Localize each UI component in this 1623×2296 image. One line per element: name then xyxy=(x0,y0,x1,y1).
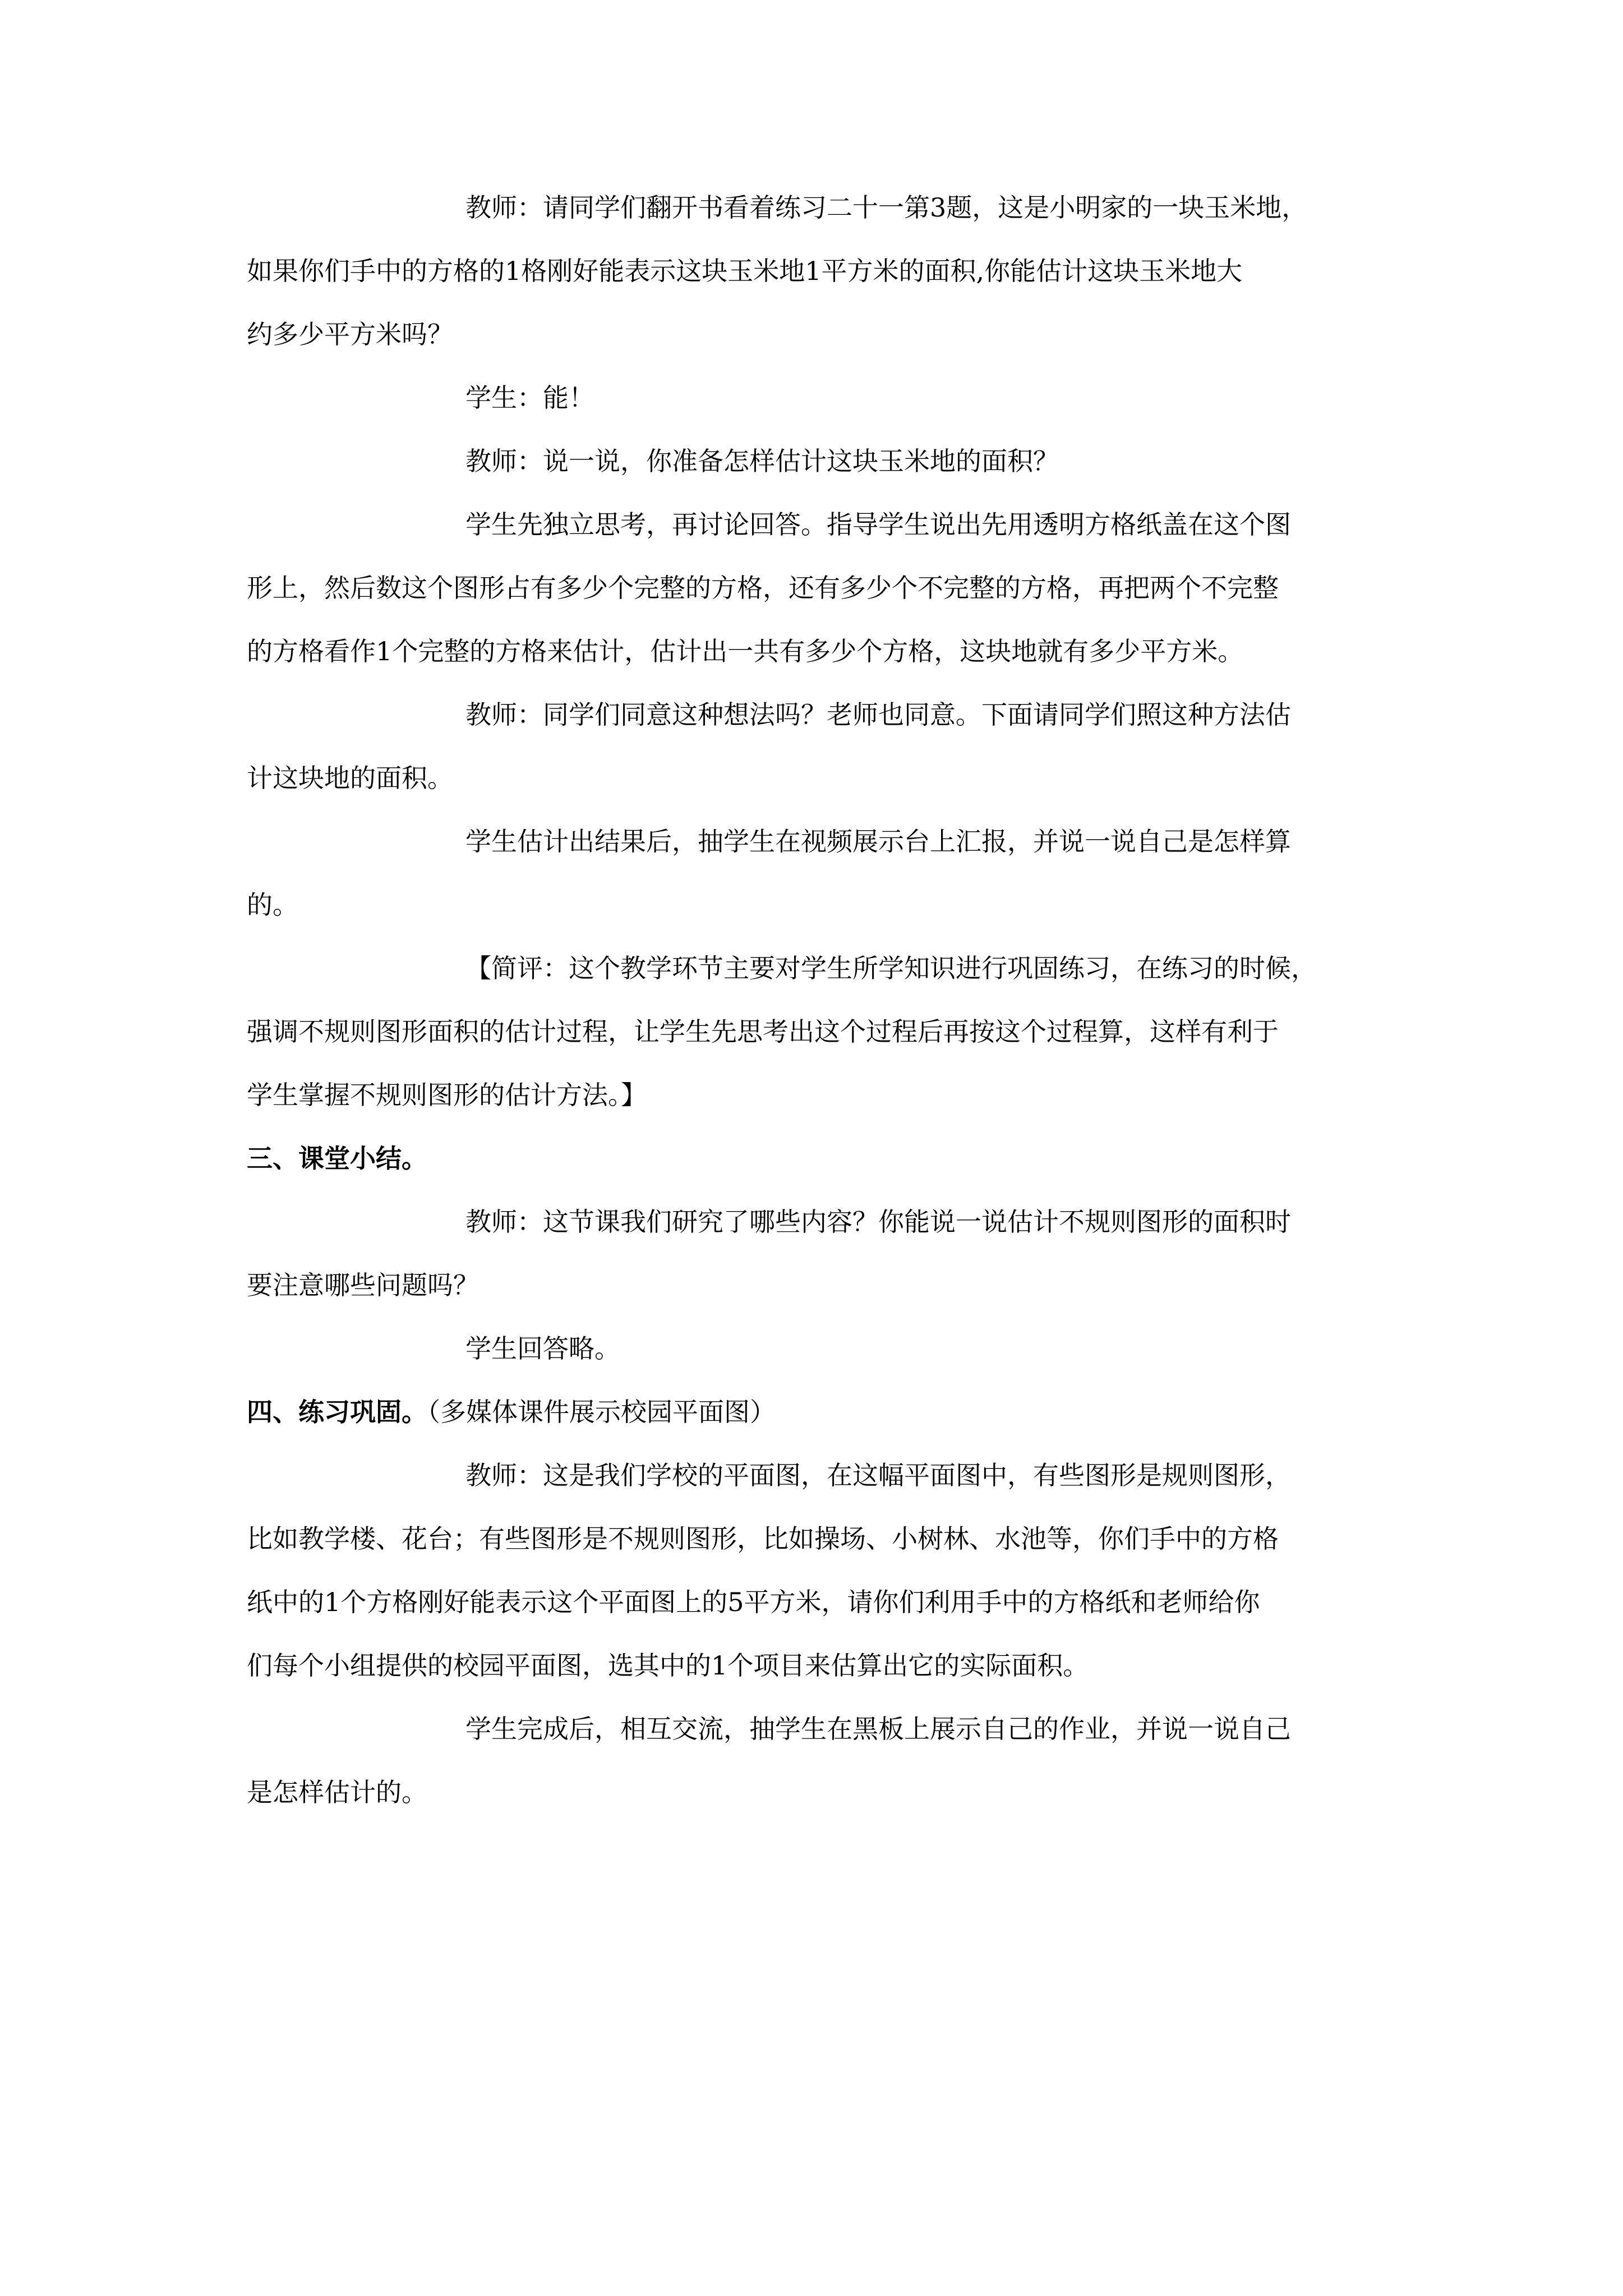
section-heading-text: 四、练习巩固。 xyxy=(247,1397,427,1427)
paragraph-line: 的。 xyxy=(247,890,298,920)
comment-line: 【简评：这个教学环节主要对学生所学知识进行巩固练习，在练习的时候， xyxy=(465,953,1317,983)
paragraph-line: 学生回答略。 xyxy=(465,1333,620,1364)
section-heading-practice xyxy=(247,1395,776,1429)
paragraph-line: 教师：说一说，你准备怎样估计这块玉米地的面积？ xyxy=(465,446,1059,476)
paragraph-line: 教师：同学们同意这种想法吗？老师也同意。下面请同学们照这种方法估 xyxy=(465,700,1291,730)
paragraph-line: 学生：能！ xyxy=(465,383,594,413)
paragraph-line: 计这块地的面积。 xyxy=(247,763,453,793)
paragraph-line: 比如教学楼、花台；有些图形是不规则图形，比如操场、小树林、水池等，你们手中的方格 xyxy=(247,1524,1279,1554)
paragraph-line: 教师：这节课我们研究了哪些内容？你能说一说估计不规则图形的面积时 xyxy=(465,1207,1291,1237)
paragraph-line: 的方格看作1个完整的方格来估计，估计出一共有多少个方格，这块地就有多少平方米。 xyxy=(247,636,1244,666)
paragraph-line: 学生估计出结果后，抽学生在视频展示台上汇报，并说一说自己是怎样算 xyxy=(465,826,1291,857)
paragraph-line: 是怎样估计的。 xyxy=(247,1777,427,1807)
section-heading-summary: 三、课堂小结。 xyxy=(247,1143,427,1174)
paragraph-line: 学生先独立思考，再讨论回答。指导学生说出先用透明方格纸盖在这个图 xyxy=(465,509,1291,540)
section-heading-note: （多媒体课件展示校园平面图） xyxy=(427,1397,776,1427)
paragraph-line: 如果你们手中的方格的1格刚好能表示这块玉米地1平方米的面积,你能估计这块玉米地大 xyxy=(247,256,1243,286)
paragraph-line: 学生完成后，相互交流，抽学生在黑板上展示自己的作业，并说一说自己 xyxy=(465,1714,1291,1744)
paragraph-line: 教师：请同学们翻开书看着练习二十一第3题，这是小明家的一块玉米地， xyxy=(465,192,1308,223)
paragraph-line: 要注意哪些问题吗？ xyxy=(247,1270,479,1300)
comment-line: 强调不规则图形面积的估计过程，让学生先思考出这个过程后再按这个过程算，这样有利于 xyxy=(247,1016,1279,1047)
paragraph-line: 约多少平方米吗？ xyxy=(247,319,453,349)
paragraph-line: 教师：这是我们学校的平面图，在这幅平面图中，有些图形是规则图形， xyxy=(465,1460,1291,1490)
paragraph-line: 形上，然后数这个图形占有多少个完整的方格，还有多少个不完整的方格，再把两个不完整 xyxy=(247,573,1279,603)
comment-line: 学生掌握不规则图形的估计方法。】 xyxy=(247,1080,647,1110)
paragraph-line: 纸中的1个方格刚好能表示这个平面图上的5平方米，请你们利用手中的方格纸和老师给你 xyxy=(247,1587,1260,1617)
paragraph-line: 们每个小组提供的校园平面图，选其中的1个项目来估算出它的实际面积。 xyxy=(247,1650,1089,1681)
